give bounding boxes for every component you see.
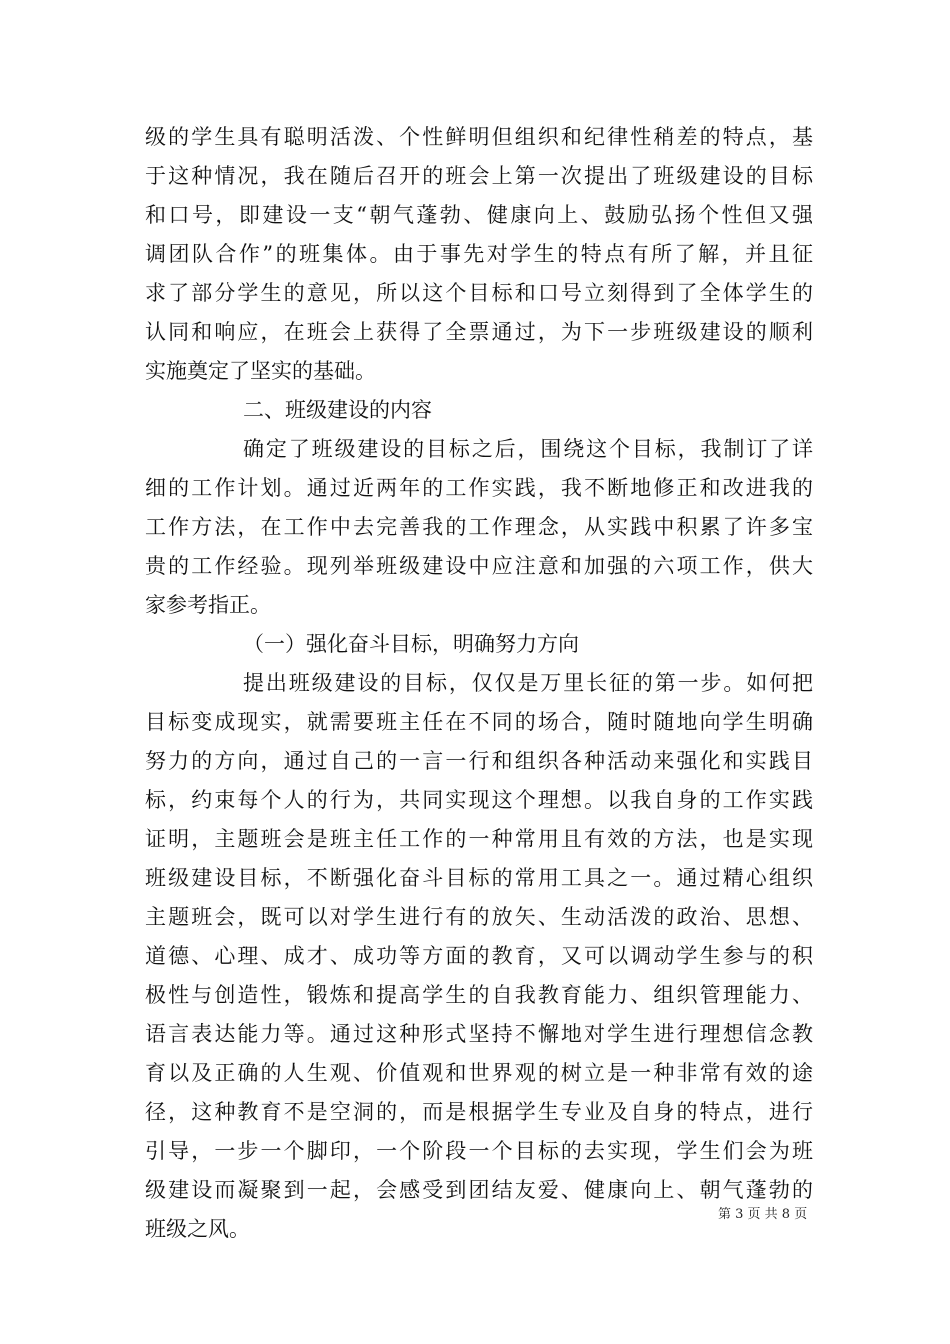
text-line: 调团队合作”的班集体。由于事先对学生的特点有所了解，并且征 [145,242,813,266]
text-line: 求了部分学生的意见，所以这个目标和口号立刻得到了全体学生的 [145,281,813,305]
page-number: 第 3 页 共 8 页 [718,1207,808,1222]
document-body [145,118,813,1249]
text-line: 道德、心理、成才、成功等方面的教育，又可以调动学生参与的积 [145,944,813,968]
text-line: 级的学生具有聪明活泼、个性鲜明但组织和纪律性稍差的特点，基 [145,125,813,149]
subsection-heading: （一）强化奋斗目标，明确努力方向 [243,632,579,656]
text-line: 径，这种教育不是空洞的，而是根据学生专业及自身的特点，进行 [145,1100,813,1124]
text-line: 班级之风。 [145,1217,250,1241]
text-line: 主题班会，既可以对学生进行有的放矢、生动活泼的政治、思想、 [145,905,813,929]
text-line: 努力的方向，通过自己的一言一行和组织各种活动来强化和实践目 [145,749,813,773]
text-line: 于这种情况，我在随后召开的班会上第一次提出了班级建设的目标 [145,164,813,188]
text-line: 标，约束每个人的行为，共同实现这个理想。以我自身的工作实践 [145,788,813,812]
text-line: 语言表达能力等。通过这种形式坚持不懈地对学生进行理想信念教 [145,1022,813,1046]
text-line: 引导，一步一个脚印，一个阶段一个目标的去实现，学生们会为班 [145,1139,813,1163]
text-line: 证明，主题班会是班主任工作的一种常用且有效的方法，也是实现 [145,827,813,851]
text-line: 育以及正确的人生观、价值观和世界观的树立是一种非常有效的途 [145,1061,813,1085]
text-line: 极性与创造性，锻炼和提高学生的自我教育能力、组织管理能力、 [145,983,813,1007]
text-line: 和口号，即建设一支“朝气蓬勃、健康向上、鼓励弘扬个性但又强 [145,203,813,227]
text-line: 班级建设目标，不断强化奋斗目标的常用工具之一。通过精心组织 [145,866,813,890]
text-line: 目标变成现实，就需要班主任在不同的场合，随时随地向学生明确 [145,710,813,734]
text-line: 认同和响应，在班会上获得了全票通过，为下一步班级建设的顺利 [145,320,813,344]
section-heading: 二、班级建设的内容 [243,398,432,422]
text-line: 实施奠定了坚实的基础。 [145,359,376,383]
text-line: 提出班级建设的目标，仅仅是万里长征的第一步。如何把 [243,671,813,695]
text-line: 确定了班级建设的目标之后，围绕这个目标，我制订了详 [243,437,813,461]
text-line: 细的工作计划。通过近两年的工作实践，我不断地修正和改进我的 [145,476,813,500]
text-line: 级建设而凝聚到一起，会感受到团结友爱、健康向上、朝气蓬勃的 [145,1178,813,1202]
text-line: 贵的工作经验。现列举班级建设中应注意和加强的六项工作，供大 [145,554,813,578]
text-line: 工作方法，在工作中去完善我的工作理念，从实践中积累了许多宝 [145,515,813,539]
text-line: 家参考指正。 [145,593,271,617]
